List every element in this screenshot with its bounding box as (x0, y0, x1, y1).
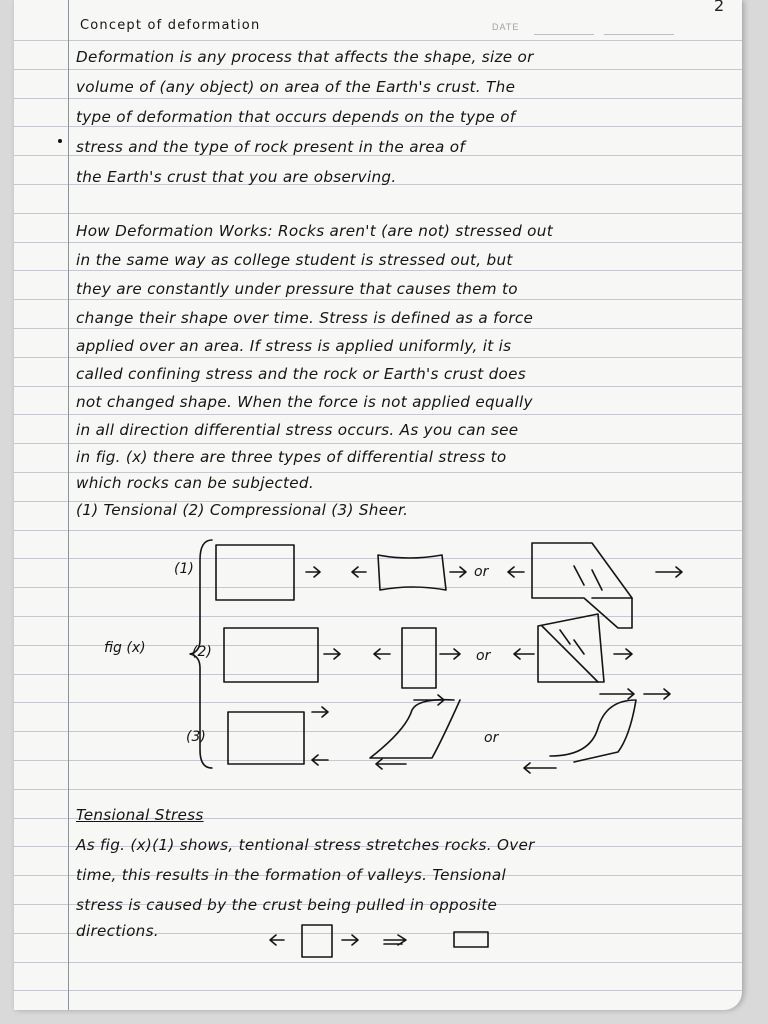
paragraph-2-line: not changed shape. When the force is not applied equally (76, 393, 533, 411)
or-label: or (476, 648, 491, 664)
section-line: As fig. (x)(1) shows, tentional stress stretches rocks. Over (76, 836, 535, 854)
page-mark: 2 (714, 0, 725, 15)
arrow-icon (450, 567, 466, 577)
fault-block-tension (532, 543, 632, 628)
arrow-icon (312, 755, 328, 765)
shear-block-after-2 (550, 700, 636, 762)
paragraph-2-line: in fig. (x) there are three types of differential stress to (76, 448, 507, 466)
arrow-icon (508, 567, 524, 577)
arrow-icon (306, 567, 320, 577)
paragraph-2-line: applied over an area. If stress is applied uniformly, it is (76, 337, 512, 355)
arrow-icon (614, 649, 632, 659)
tension-block-after (378, 555, 446, 590)
fault-block-compression (538, 614, 604, 682)
paragraph-2-line: in the same way as college student is stressed out, but (76, 251, 513, 269)
arrow-icon (656, 567, 682, 577)
small-block-before (302, 925, 332, 957)
paragraph-1-line: stress and the type of rock present in the area of (76, 138, 465, 156)
fault-slip-arrows (574, 566, 602, 590)
section-line: directions. (76, 922, 159, 940)
arrow-icon (514, 649, 534, 659)
page-title: Concept of deformation (80, 18, 261, 33)
paragraph-1-line: Deformation is any process that affects the shape, size or (76, 48, 534, 66)
figure-row-label: (1) (174, 561, 194, 577)
stress-diagram (14, 0, 742, 1010)
arrow-icon (376, 759, 406, 769)
section-line: time, this results in the formation of valleys. Tensional (76, 866, 507, 884)
notebook-page (14, 0, 742, 1010)
paragraph-2-line: they are constantly under pressure that causes them to (76, 280, 518, 298)
arrow-icon (324, 649, 340, 659)
paragraph-1-line: the Earth's crust that you are observing. (76, 168, 397, 186)
paragraph-2-line: change their shape over time. Stress is defined as a force (76, 309, 534, 327)
or-label: or (484, 730, 499, 746)
arrow-icon (524, 763, 556, 773)
shear-block-after (370, 700, 460, 758)
figure-row-label: (2) (192, 644, 212, 660)
section-heading: Tensional Stress (76, 806, 204, 824)
stress-types-list: (1) Tensional (2) Compressional (3) Sheer. (76, 501, 409, 519)
fault-plane (542, 626, 598, 682)
arrow-icon (440, 649, 460, 659)
section-line: stress is caused by the crust being pulled in opposite (76, 896, 498, 914)
arrow-icon (374, 649, 390, 659)
figure-brace (190, 540, 212, 768)
paragraph-1-line: volume of (any object) on area of the Earth's crust. The (76, 78, 516, 96)
arrow-icon (384, 935, 406, 945)
figure-row-label: (3) (186, 729, 206, 745)
figure-label: fig (x) (104, 640, 146, 656)
shear-block-before (228, 712, 304, 764)
paragraph-2-line: called confining stress and the rock or Earth's crust does (76, 365, 526, 383)
compression-block-before (224, 628, 318, 682)
arrow-icon (600, 689, 634, 699)
or-label: or (474, 564, 489, 580)
fault-slip-arrows (560, 630, 584, 654)
paragraph-2-line: which rocks can be subjected. (76, 474, 314, 492)
arrow-icon (312, 707, 328, 717)
compression-block-after (402, 628, 436, 688)
tension-block-before (216, 545, 294, 600)
paragraph-1-line: type of deformation that occurs depends on the type of (76, 108, 516, 126)
paragraph-2-line: How Deformation Works: Rocks aren't (are not) stressed out (76, 222, 553, 240)
arrow-icon (352, 567, 366, 577)
date-label: DATE (492, 22, 520, 32)
arrow-icon (342, 935, 358, 945)
arrow-icon (644, 689, 670, 699)
arrow-icon (270, 935, 284, 945)
paragraph-2-line: in all direction differential stress occurs. As you can see (76, 421, 519, 439)
small-block-after (454, 932, 488, 947)
